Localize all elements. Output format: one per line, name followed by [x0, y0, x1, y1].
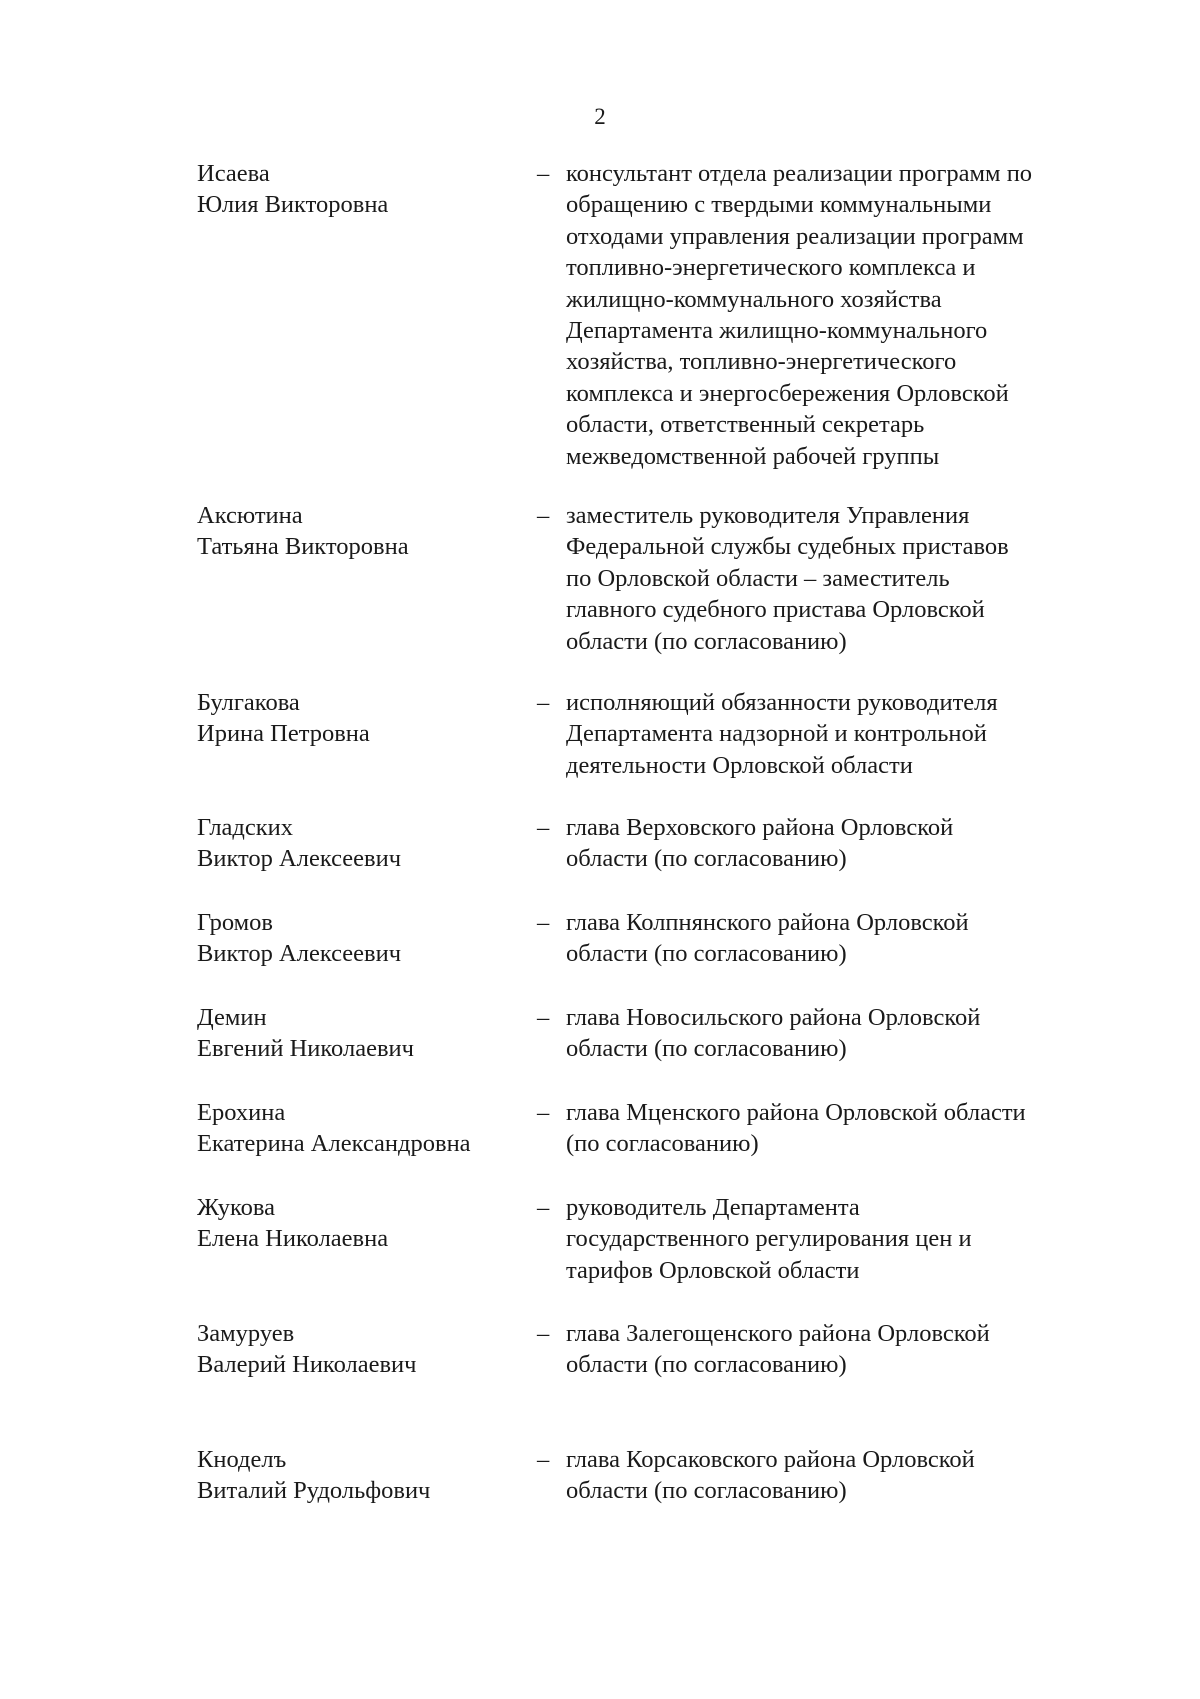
member-surname: Аксютина: [197, 502, 303, 529]
dash-separator: –: [537, 1320, 550, 1347]
member-name: [197, 1097, 537, 1160]
member-surname: Демин: [197, 1004, 267, 1031]
role-line: исполняющий обязанности руководителя: [566, 689, 998, 716]
role-line: жилищно-коммунального хозяйства: [566, 285, 942, 313]
member-role: [566, 907, 1086, 970]
role-line: области (по согласованию): [566, 845, 847, 873]
member-given-names: Ирина Петровна: [197, 720, 370, 748]
page-number: 2: [594, 104, 606, 129]
member-name: [197, 1318, 537, 1381]
role-line: глава Корсаковского района Орловской: [566, 1446, 975, 1473]
member-role: [566, 1192, 1086, 1286]
role-line: области (по согласованию): [566, 1351, 847, 1379]
member-given-names: Виктор Алексеевич: [197, 940, 402, 968]
member-given-names: Валерий Николаевич: [197, 1351, 417, 1379]
dash-separator: –: [537, 1446, 550, 1473]
role-line: по Орловской области – заместитель: [566, 564, 950, 592]
member-given-names: Юлия Викторовна: [197, 191, 389, 219]
member-given-names: Виктор Алексеевич: [197, 845, 402, 873]
member-role: [566, 158, 1086, 472]
role-line: глава Залегощенского района Орловской: [566, 1320, 990, 1347]
role-line: заместитель руководителя Управления: [566, 502, 970, 529]
dash-separator: –: [537, 909, 550, 936]
member-surname: Исаева: [197, 160, 270, 187]
member-surname: Громов: [197, 909, 273, 936]
role-line: области, ответственный секретарь: [566, 411, 925, 439]
member-name: [197, 812, 537, 875]
member-name: [197, 1002, 537, 1065]
role-line: обращению с твердыми коммунальными: [566, 191, 992, 219]
dash-separator: –: [537, 1099, 550, 1126]
member-role: [566, 1002, 1086, 1065]
member-name: [197, 907, 537, 970]
role-line: тарифов Орловской области: [566, 1256, 860, 1284]
member-given-names: Виталий Рудольфович: [197, 1477, 431, 1505]
role-line: глава Колпнянского района Орловской: [566, 909, 969, 936]
member-surname: Кноделъ: [197, 1446, 287, 1473]
role-line: консультант отдела реализации программ по: [566, 160, 1033, 187]
member-name: [197, 1192, 537, 1255]
role-line: главного судебного пристава Орловской: [566, 596, 985, 624]
role-line: Департамента жилищно-коммунального: [566, 317, 988, 345]
member-role: [566, 1318, 1086, 1381]
member-given-names: Евгений Николаевич: [197, 1035, 414, 1063]
member-role: [566, 687, 1086, 781]
member-given-names: Екатерина Александровна: [197, 1130, 471, 1158]
role-line: области (по согласованию): [566, 1477, 847, 1505]
dash-separator: –: [537, 1194, 550, 1221]
role-line: глава Верховского района Орловской: [566, 814, 954, 841]
role-line: государственного регулирования цен и: [566, 1225, 972, 1253]
member-role: [566, 500, 1086, 657]
role-line: межведомственной рабочей группы: [566, 442, 940, 470]
dash-separator: –: [537, 160, 550, 187]
member-given-names: Елена Николаевна: [197, 1225, 389, 1253]
member-surname: Замуруев: [197, 1320, 295, 1347]
role-line: области (по согласованию): [566, 1035, 847, 1063]
member-surname: Жукова: [197, 1194, 276, 1221]
role-line: области (по согласованию): [566, 627, 847, 655]
role-line: отходами управления реализации программ: [566, 222, 1024, 250]
role-line: глава Мценского района Орловской области: [566, 1099, 1026, 1126]
dash-separator: –: [537, 814, 550, 841]
role-line: области (по согласованию): [566, 940, 847, 968]
role-line: Федеральной службы судебных приставов: [566, 533, 1009, 561]
member-surname: Гладских: [197, 814, 294, 841]
role-line: руководитель Департамента: [566, 1194, 860, 1221]
member-role: [566, 1097, 1086, 1160]
role-line: комплекса и энергосбережения Орловской: [566, 379, 1009, 407]
dash-separator: –: [537, 1004, 550, 1031]
dash-separator: –: [537, 502, 550, 529]
member-name: [197, 158, 537, 221]
role-line: деятельности Орловской области: [566, 751, 913, 779]
member-name: [197, 500, 537, 563]
role-line: топливно-энергетического комплекса и: [566, 254, 976, 282]
dash-separator: –: [537, 689, 550, 716]
member-role: [566, 812, 1086, 875]
member-surname: Ерохина: [197, 1099, 286, 1126]
member-name: [197, 687, 537, 750]
role-line: глава Новосильского района Орловской: [566, 1004, 981, 1031]
role-line: хозяйства, топливно-энергетического: [566, 348, 957, 376]
member-given-names: Татьяна Викторовна: [197, 533, 409, 561]
member-role: [566, 1444, 1086, 1507]
member-name: [197, 1444, 537, 1507]
role-line: Департамента надзорной и контрольной: [566, 720, 987, 748]
member-surname: Булгакова: [197, 689, 300, 716]
role-line: (по согласованию): [566, 1130, 759, 1158]
